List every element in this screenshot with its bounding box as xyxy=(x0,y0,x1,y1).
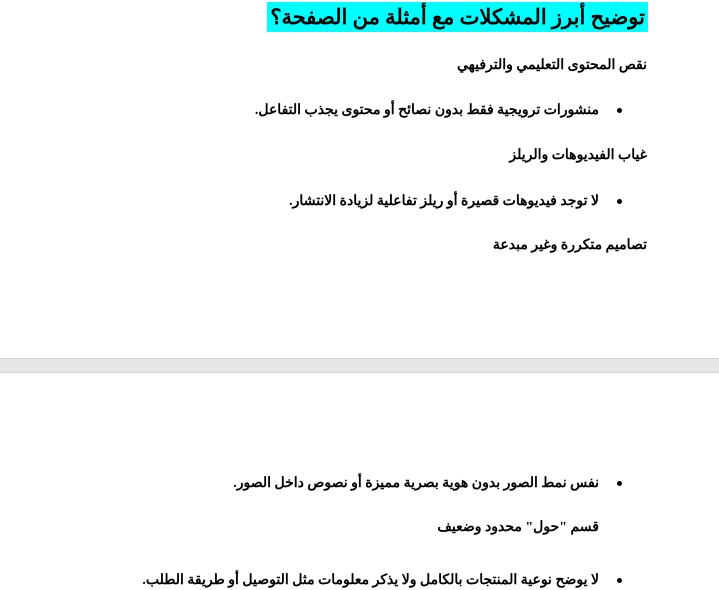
bullet-no-reels: لا توجد فيديوهات قصيرة أو ريلز تفاعلية لزيادة الانتشار. xyxy=(289,194,599,209)
heading-educational-content: نقص المحتوى التعليمي والترفيهي xyxy=(457,58,647,73)
heading-repetitive-designs: تصاميم متكررة وغير مبدعة xyxy=(492,238,647,253)
bullet-icon xyxy=(617,199,622,204)
bullet-icon xyxy=(617,578,622,583)
bullet-products-unclear: لا يوضح نوعية المنتجات بالكامل ولا يذكر معلومات مثل التوصيل أو طريقة الطلب. xyxy=(142,573,599,588)
heading-missing-videos: غياب الفيديوهات والريلز xyxy=(509,148,647,163)
bullet-icon xyxy=(617,108,622,113)
document-page-2 xyxy=(0,373,719,586)
bullet-icon xyxy=(617,481,622,486)
document-title: توضيح أبرز المشكلات مع أمثلة من الصفحة؟ xyxy=(267,2,648,32)
heading-about-section: قسم "حول" محدود وضعيف xyxy=(437,520,599,535)
bullet-same-image-style: نفس نمط الصور بدون هوية بصرية مميزة أو نصوص داخل الصور. xyxy=(233,476,599,491)
bullet-promotional-posts: منشورات ترويجية فقط بدون نصائح أو محتوى يجذب التفاعل. xyxy=(254,103,599,118)
page-break-gap xyxy=(0,358,719,373)
